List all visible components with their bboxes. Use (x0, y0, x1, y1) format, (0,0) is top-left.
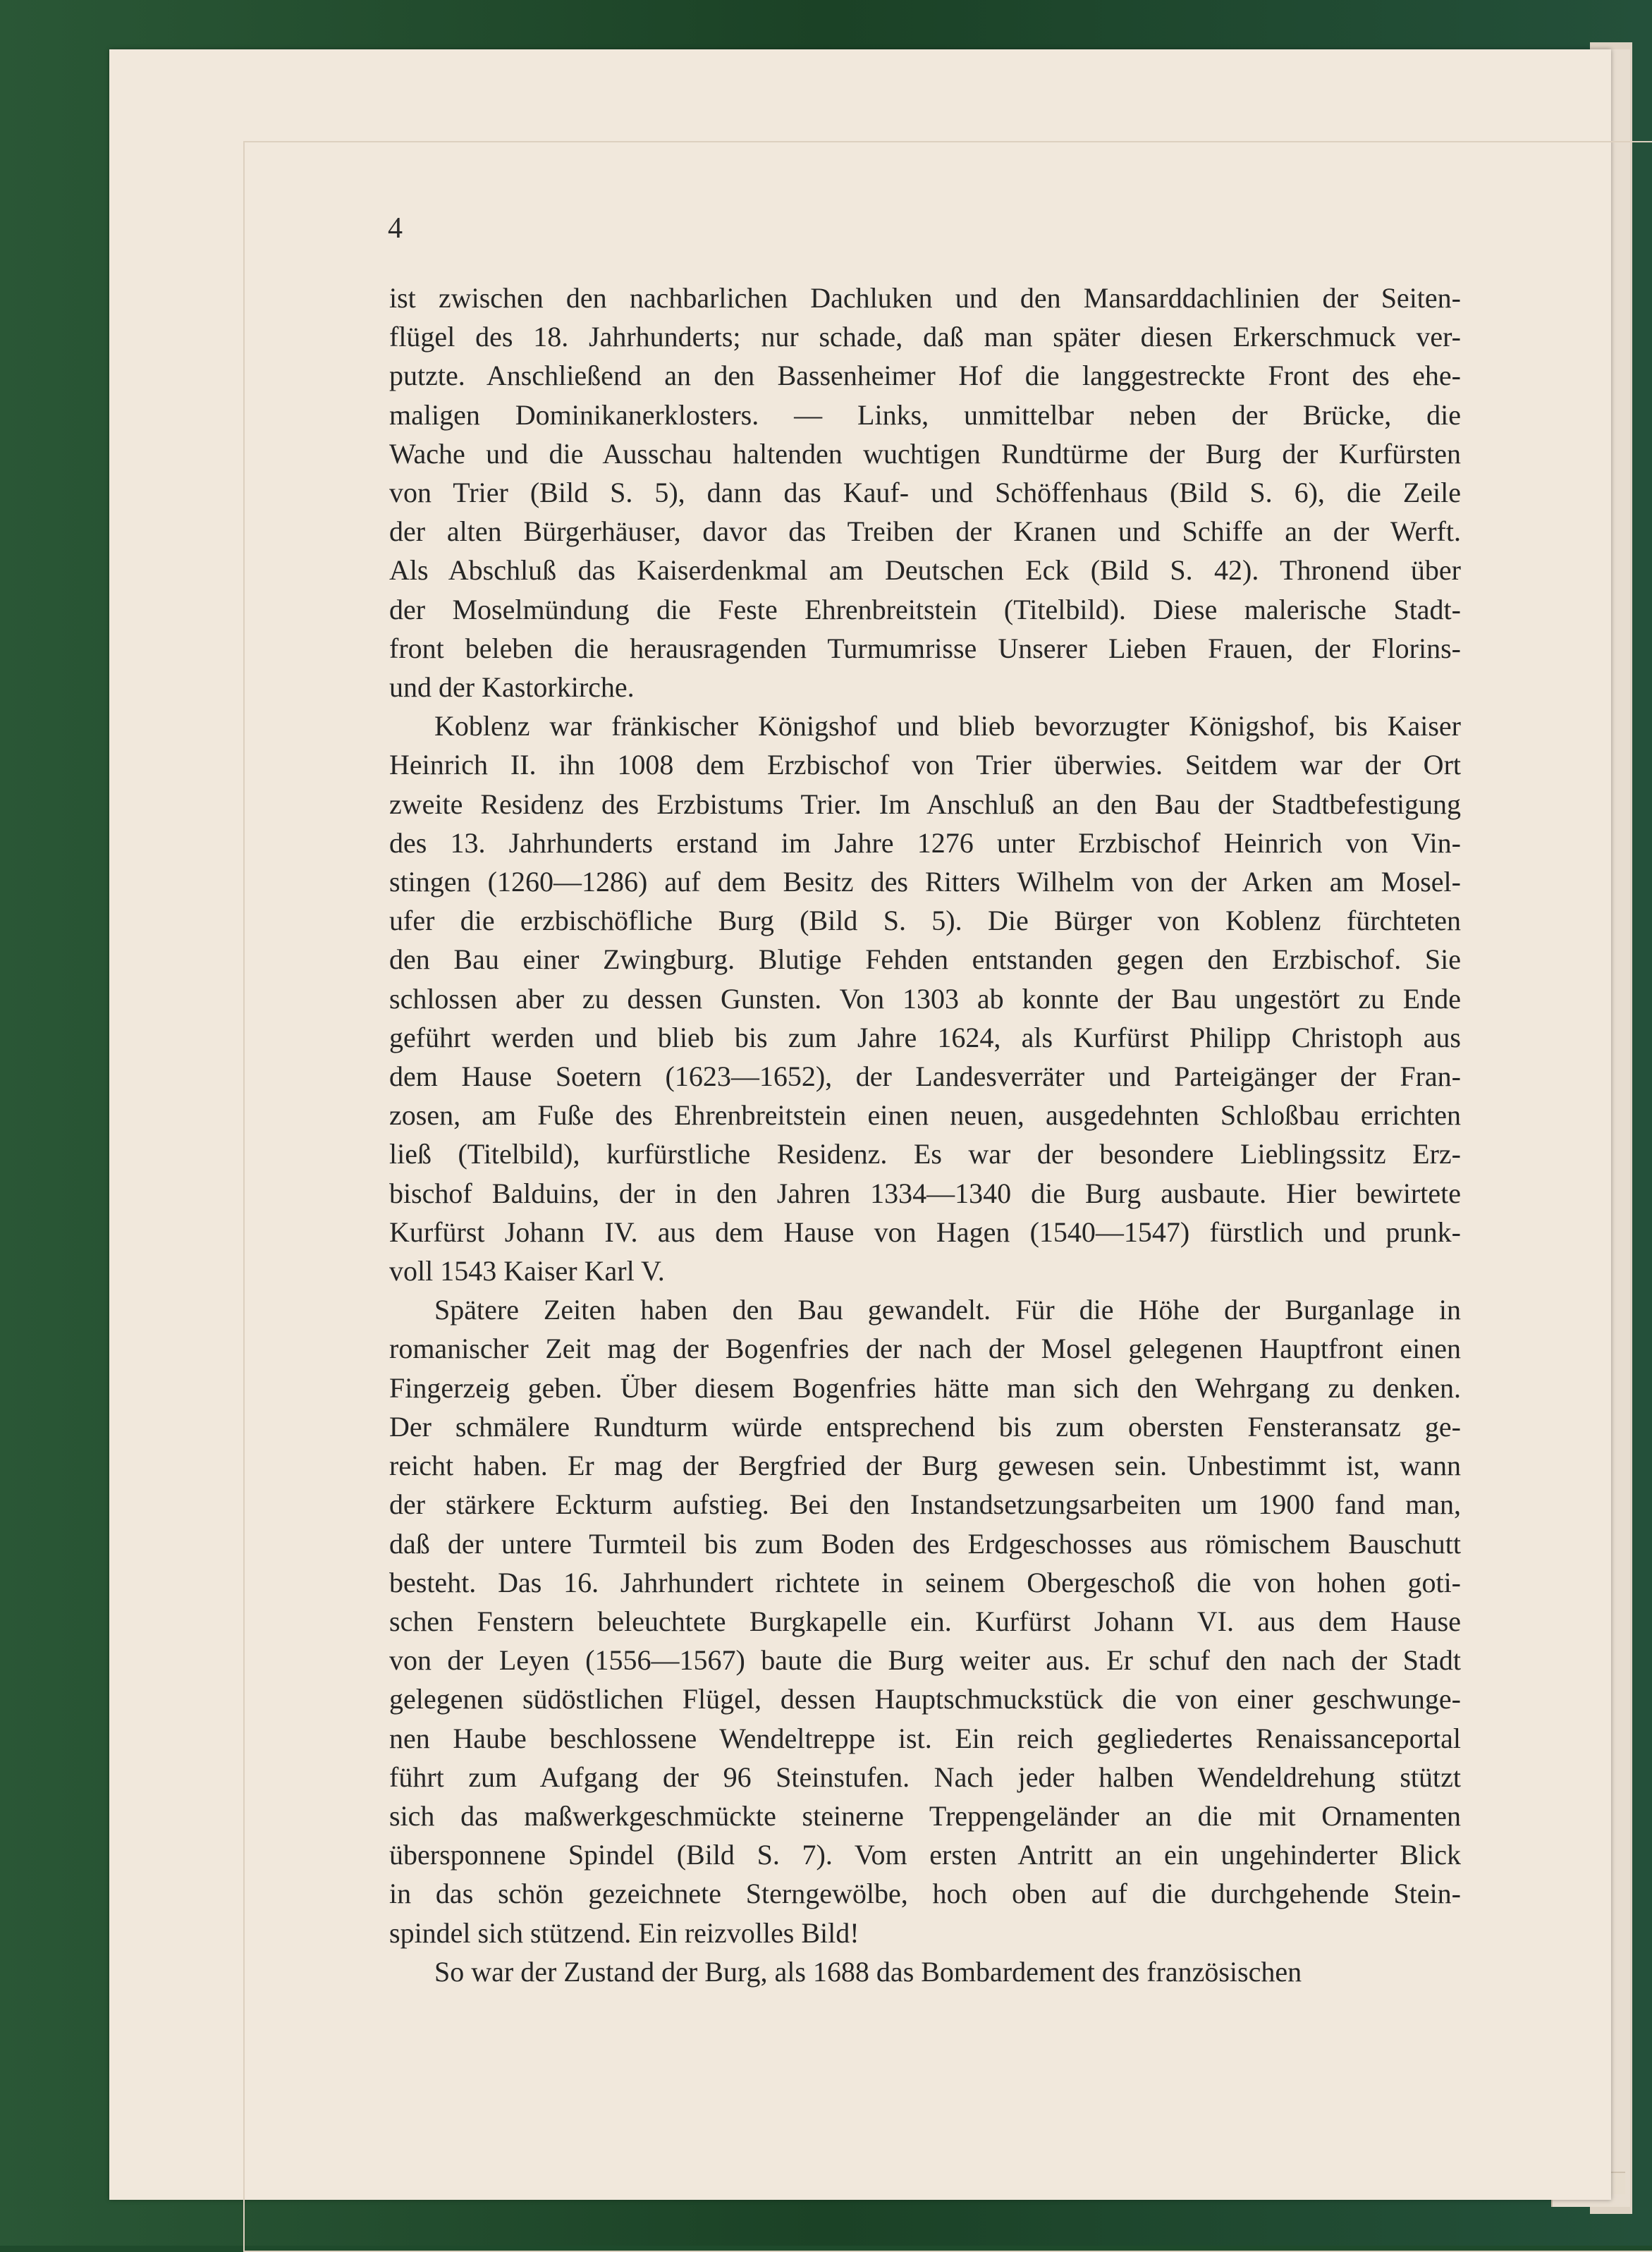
body-text (389, 279, 1461, 1991)
paragraph (389, 1952, 1461, 1991)
text-line: zweite Residenz des Erzbistums Trier. Im Anschluß an den Bau der Stadtbefestigung (389, 788, 1461, 820)
text-line: putzte. Anschließend an den Bassenheimer Hof die langgestreckte Front des ehe- (389, 360, 1461, 392)
text-line: romanischer Zeit mag der Bogenfries der nach der Mosel gelegenen Hauptfront einen (389, 1333, 1461, 1365)
text-line: gelegenen südöstlichen Flügel, dessen Hauptschmuckstück die von einer geschwunge- (389, 1683, 1461, 1715)
text-line: geführt werden und blieb bis zum Jahre 1624, als Kurfürst Philipp Christoph aus (389, 1021, 1461, 1053)
text-line: flügel des 18. Jahrhunderts; nur schade, daß man später diesen Erkerschmuck ver- (389, 321, 1461, 353)
text-line: ließ (Titelbild), kurfürstliche Residenz. Es war der besondere Lieblingssitz Erz- (389, 1138, 1461, 1170)
text-line: von Trier (Bild S. 5), dann das Kauf- und Schöffenhaus (Bild S. 6), die Zeile (389, 477, 1461, 509)
text-line: den Bau einer Zwingburg. Blutige Fehden entstanden gegen den Erzbischof. Sie (389, 943, 1461, 976)
text-line: So war der Zustand der Burg, als 1688 das Bombardement des französischen (434, 1955, 1302, 1988)
text-line: ufer die erzbischöfliche Burg (Bild S. 5). Die Bürger von Koblenz fürchteten (389, 905, 1461, 937)
page-number: 4 (388, 212, 403, 245)
text-line: übersponnene Spindel (Bild S. 7). Vom ersten Antritt an ein ungehinderter Blick (389, 1839, 1461, 1871)
text-line: zosen, am Fuße des Ehrenbreitstein einen neuen, ausgedehnten Schloßbau errichten (389, 1099, 1461, 1132)
paragraph (389, 1290, 1461, 1952)
text-line: und der Kastorkirche. (389, 671, 635, 704)
text-line: der stärkere Eckturm aufstieg. Bei den Instandsetzungsarbeiten um 1900 fand man, (389, 1488, 1461, 1521)
text-line: bischof Balduins, der in den Jahren 1334—1340 die Burg ausbaute. Hier bewirtete (389, 1177, 1461, 1209)
text-line: spindel sich stützend. Ein reizvolles Bild! (389, 1916, 859, 1949)
text-line: Fingerzeig geben. Über diesem Bogenfries hätte man sich den Wehrgang zu denken. (389, 1371, 1461, 1404)
text-line: Wache und die Ausschau haltenden wuchtigen Rundtürme der Burg der Kurfürsten (389, 437, 1461, 470)
text-line: Spätere Zeiten haben den Bau gewandelt. Für die Höhe der Burganlage in (434, 1294, 1461, 1326)
text-line: von der Leyen (1556—1567) baute die Burg weiter aus. Er schuf den nach der Stadt (389, 1644, 1461, 1677)
text-line: Koblenz war fränkischer Königshof und blieb bevorzugter Königshof, bis Kaiser (434, 710, 1461, 742)
text-line: dem Hause Soetern (1623—1652), der Landesverräter und Parteigänger der Fran- (389, 1060, 1461, 1093)
paragraph (389, 706, 1461, 1290)
text-line: schlossen aber zu dessen Gunsten. Von 1303 ab konnte der Bau ungestört zu Ende (389, 982, 1461, 1015)
text-line: ist zwischen den nachbarlichen Dachluken und den Mansarddachlinien der Seiten- (389, 282, 1461, 314)
text-line: in das schön gezeichnete Sterngewölbe, hoch oben auf die durchgehende Stein- (389, 1878, 1461, 1910)
text-line: daß der untere Turmteil bis zum Boden des Erdgeschosses aus römischem Bauschutt (389, 1527, 1461, 1560)
text-line: nen Haube beschlossene Wendeltreppe ist. Ein reich gegliedertes Renaissanceportal (389, 1722, 1461, 1754)
text-line: reicht haben. Er mag der Bergfried der Burg gewesen sein. Unbestimmt ist, wann (389, 1450, 1461, 1482)
text-line: des 13. Jahrhunderts erstand im Jahre 1276 unter Erzbischof Heinrich von Vin- (389, 826, 1461, 859)
text-line: front beleben die herausragenden Turmumrisse Unserer Lieben Frauen, der Florins- (389, 632, 1461, 664)
paragraph (389, 279, 1461, 706)
text-line: Als Abschluß das Kaiserdenkmal am Deutschen Eck (Bild S. 42). Thronend über (389, 554, 1461, 587)
text-line: Der schmälere Rundturm würde entsprechend bis zum obersten Fensteransatz ge- (389, 1410, 1461, 1443)
text-line: besteht. Das 16. Jahrhundert richtete in seinem Obergeschoß die von hohen goti- (389, 1566, 1461, 1598)
text-line: Heinrich II. ihn 1008 dem Erzbischof von Trier überwies. Seitdem war der Ort (389, 749, 1461, 781)
text-line: voll 1543 Kaiser Karl V. (389, 1255, 665, 1287)
text-line: der Moselmündung die Feste Ehrenbreitstein (Titelbild). Diese malerische Stadt- (389, 593, 1461, 625)
text-line: maligen Dominikanerklosters. — Links, unmittelbar neben der Brücke, die (389, 398, 1461, 431)
text-line: Kurfürst Johann IV. aus dem Hause von Hagen (1540—1547) fürstlich und prunk- (389, 1216, 1461, 1248)
text-line: stingen (1260—1286) auf dem Besitz des Ritters Wilhelm von der Arken am Mosel- (389, 866, 1461, 898)
text-line: führt zum Aufgang der 96 Steinstufen. Nach jeder halben Wendeldrehung stützt (389, 1761, 1461, 1793)
text-line: sich das maßwerkgeschmückte steinerne Treppengeländer an die mit Ornamenten (389, 1799, 1461, 1832)
text-line: der alten Bürgerhäuser, davor das Treiben der Kranen und Schiffe an der Werft. (389, 515, 1461, 548)
text-line: schen Fenstern beleuchtete Burgkapelle ein. Kurfürst Johann VI. aus dem Hause (389, 1605, 1461, 1637)
